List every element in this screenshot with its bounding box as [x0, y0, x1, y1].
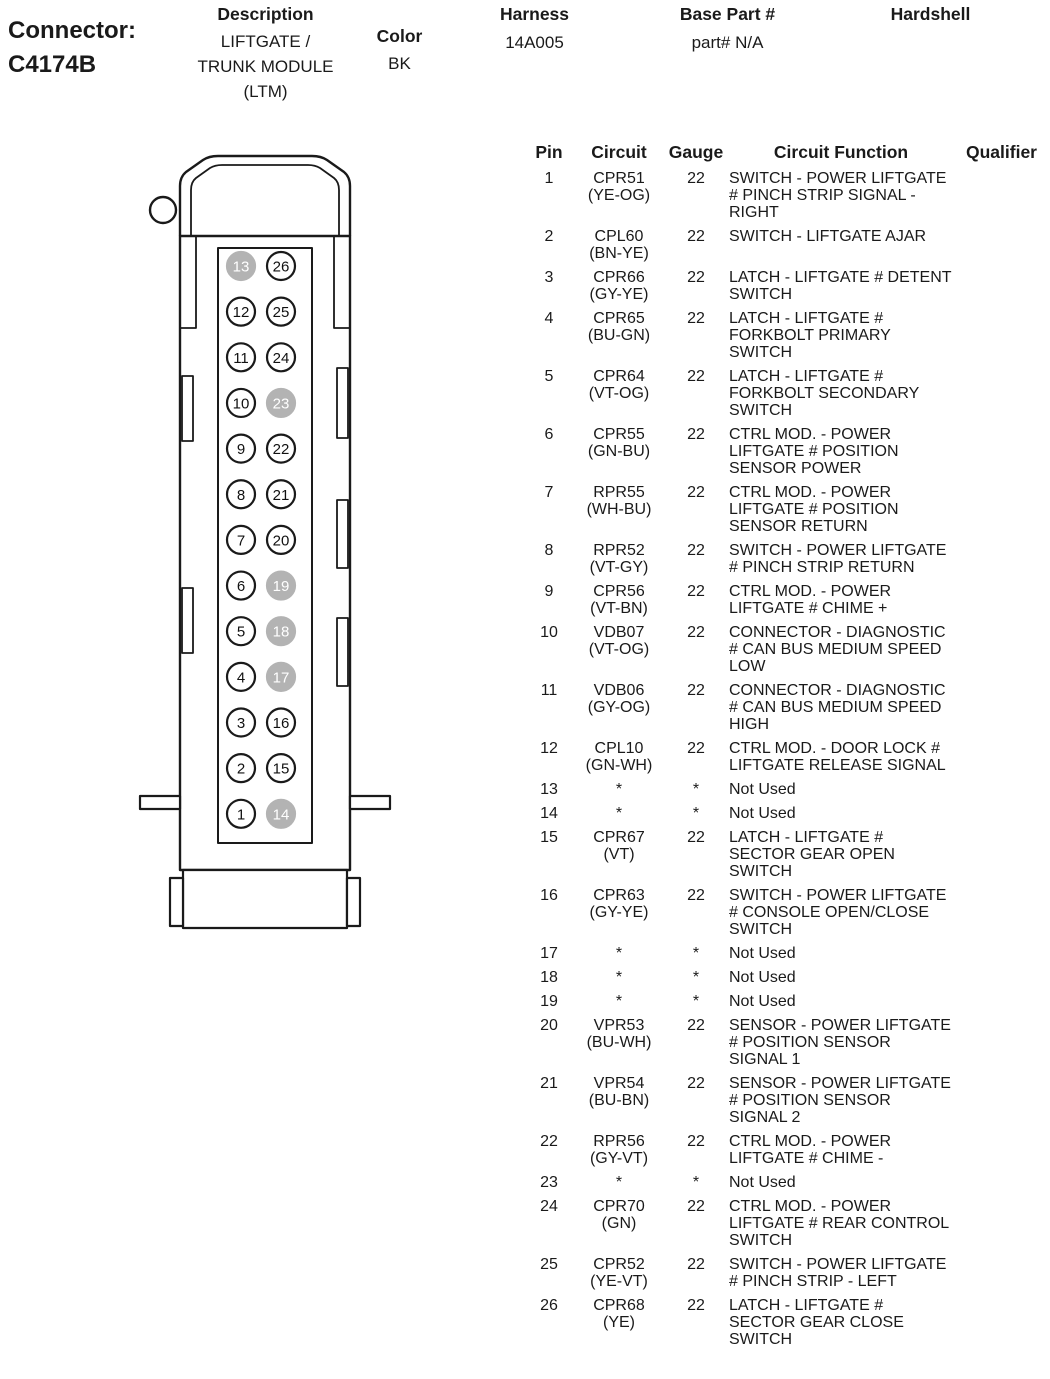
circuit-cell: [575, 1129, 663, 1170]
connector-diagram: [135, 148, 395, 938]
color-label: Color: [376, 26, 423, 46]
base-part-block: [645, 4, 810, 53]
gauge-cell: 22: [687, 484, 705, 501]
gauge-cell: *: [692, 805, 700, 822]
pin-cavity-number: 25: [272, 304, 290, 322]
pin-cavity-number: 6: [236, 578, 246, 596]
pinout-table: [523, 144, 1050, 1351]
qualifier-cell: [953, 801, 1050, 825]
circuit-code: CPR67: [593, 829, 645, 846]
table-row: [523, 306, 1050, 364]
circuit-function-cell: SENSOR - POWER LIFTGATE # POSITION SENSOR SIGNAL 1: [729, 1017, 951, 1068]
qualifier-cell: [953, 224, 1050, 265]
pin-cavity-number: 17: [272, 669, 290, 687]
circuit-color-code: (BN-YE): [589, 245, 649, 262]
col-header-circuit: Circuit: [591, 142, 647, 162]
table-row: [523, 825, 1050, 883]
pin-cavity-number: 4: [236, 669, 246, 687]
description-line: (LTM): [243, 82, 288, 101]
table-row: [523, 620, 1050, 678]
pin-cavity-number: 18: [272, 623, 290, 641]
circuit-code: CPR56: [593, 583, 645, 600]
gauge-cell: 22: [687, 887, 705, 904]
gauge-cell: 22: [687, 368, 705, 385]
circuit-cell: [575, 224, 663, 265]
pin-number-cell: 9: [544, 583, 554, 600]
circuit-function-cell: SENSOR - POWER LIFTGATE # POSITION SENSOR SIGNAL 2: [729, 1075, 951, 1126]
table-row: [523, 538, 1050, 579]
pin-cavity-number: 1: [236, 806, 246, 824]
gauge-cell: 22: [687, 426, 705, 443]
circuit-code: VDB06: [593, 682, 645, 699]
qualifier-cell: [953, 579, 1050, 620]
color-block: [352, 26, 447, 74]
qualifier-cell: [953, 422, 1050, 480]
table-row: [523, 1071, 1050, 1129]
qualifier-cell: [953, 265, 1050, 306]
description-line: TRUNK MODULE: [197, 57, 334, 76]
circuit-color-code: (BU-GN): [587, 327, 651, 344]
circuit-code: *: [615, 945, 623, 962]
qualifier-cell: [953, 1194, 1050, 1252]
circuit-cell: [575, 579, 663, 620]
col-header-circuit-function: Circuit Function: [773, 142, 909, 162]
qualifier-cell: [953, 1170, 1050, 1194]
pin-cavity-number: 10: [232, 395, 250, 413]
color-value: BK: [388, 54, 411, 73]
circuit-cell: [575, 620, 663, 678]
gauge-cell: 22: [687, 682, 705, 699]
pin-cavity-number: 5: [236, 623, 246, 641]
qualifier-cell: [953, 538, 1050, 579]
description-value: [168, 29, 363, 104]
circuit-function-cell: CTRL MOD. - POWER LIFTGATE # POSITION SENSOR POWER: [729, 426, 899, 477]
circuit-cell: [575, 825, 663, 883]
circuit-color-code: (YE-VT): [590, 1273, 648, 1290]
pin-cavity-number: 22: [272, 441, 290, 459]
pin-number-cell: 16: [540, 887, 558, 904]
table-row: [523, 579, 1050, 620]
circuit-function-cell: Not Used: [729, 969, 796, 986]
pin-number-cell: 18: [540, 969, 558, 986]
table-row: [523, 1170, 1050, 1194]
table-row: [523, 224, 1050, 265]
circuit-cell: [575, 941, 663, 965]
qualifier-cell: [953, 620, 1050, 678]
circuit-cell: [575, 1071, 663, 1129]
gauge-cell: 22: [687, 542, 705, 559]
circuit-color-code: (GN-WH): [585, 757, 653, 774]
circuit-color-code: (YE-OG): [587, 187, 651, 204]
circuit-code: RPR55: [593, 484, 645, 501]
pin-number-cell: 5: [544, 368, 554, 385]
qualifier-cell: [953, 480, 1050, 538]
circuit-function-cell: Not Used: [729, 1174, 796, 1191]
hardshell-block: [868, 4, 993, 25]
circuit-function-cell: SWITCH - POWER LIFTGATE # PINCH STRIP - LEFT: [729, 1256, 947, 1290]
circuit-function-cell: SWITCH - POWER LIFTGATE # PINCH STRIP SIGNAL - RIGHT: [729, 170, 947, 221]
pin-cavity-number: 14: [272, 806, 290, 824]
pin-cavity-number: 8: [236, 486, 246, 504]
table-row: [523, 265, 1050, 306]
connector-label: Connector:: [8, 17, 136, 44]
table-row: [523, 480, 1050, 538]
pin-cavity-number: 24: [272, 349, 290, 367]
pin-number-cell: 22: [540, 1133, 558, 1150]
circuit-cell: [575, 265, 663, 306]
qualifier-cell: [953, 1252, 1050, 1293]
circuit-cell: [575, 1252, 663, 1293]
harness-block: [462, 4, 607, 53]
circuit-code: CPR51: [593, 170, 645, 187]
circuit-code: VDB07: [593, 624, 645, 641]
gauge-cell: *: [692, 993, 700, 1010]
table-row: [523, 777, 1050, 801]
pin-number-cell: 3: [544, 269, 554, 286]
pin-cavity-number: 2: [236, 760, 246, 778]
pin-cavity-number: 9: [236, 441, 246, 459]
qualifier-cell: [953, 965, 1050, 989]
pin-cavity-number: 21: [272, 486, 290, 504]
circuit-cell: [575, 1013, 663, 1071]
gauge-cell: 22: [687, 310, 705, 327]
pin-number-cell: 26: [540, 1297, 558, 1314]
table-header-row: [523, 144, 1050, 166]
pin-cavity-number: 23: [272, 395, 290, 413]
table-row: [523, 801, 1050, 825]
circuit-cell: [575, 306, 663, 364]
circuit-color-code: (VT-GY): [589, 559, 649, 576]
circuit-function-cell: SWITCH - LIFTGATE AJAR: [729, 228, 927, 245]
description-block: [168, 4, 363, 104]
circuit-function-cell: Not Used: [729, 993, 796, 1010]
circuit-function-cell: CONNECTOR - DIAGNOSTIC # CAN BUS MEDIUM SPEED LOW: [729, 624, 946, 675]
pin-cavity-number: 13: [232, 258, 250, 276]
circuit-color-code: (GY-OG): [587, 699, 651, 716]
pin-cavity-number: 3: [236, 715, 246, 732]
pin-cavity-number: 16: [272, 715, 290, 732]
circuit-cell: [575, 678, 663, 736]
circuit-function-cell: SWITCH - POWER LIFTGATE # PINCH STRIP RETURN: [729, 542, 947, 576]
circuit-code: *: [615, 1174, 623, 1191]
circuit-function-cell: LATCH - LIFTGATE # DETENT SWITCH: [729, 269, 952, 303]
qualifier-cell: [953, 941, 1050, 965]
table-row: [523, 736, 1050, 777]
circuit-code: CPR66: [593, 269, 645, 286]
connector-base: [170, 870, 360, 928]
gauge-cell: 22: [687, 829, 705, 846]
circuit-color-code: (GN-BU): [587, 443, 651, 460]
table-row: [523, 1194, 1050, 1252]
description-line: LIFTGATE /: [220, 32, 311, 51]
circuit-cell: [575, 422, 663, 480]
col-header-pin: Pin: [535, 142, 563, 162]
circuit-color-code: (VT-BN): [590, 600, 648, 617]
circuit-color-code: (GY-YE): [589, 904, 649, 921]
gauge-cell: *: [692, 1174, 700, 1191]
circuit-function-cell: CONNECTOR - DIAGNOSTIC # CAN BUS MEDIUM SPEED HIGH: [729, 682, 946, 733]
qualifier-cell: [953, 1013, 1050, 1071]
circuit-function-cell: SWITCH - POWER LIFTGATE # CONSOLE OPEN/CLOSE SWITCH: [729, 887, 947, 938]
pin-number-cell: 12: [540, 740, 558, 757]
qualifier-cell: [953, 364, 1050, 422]
circuit-code: CPR55: [593, 426, 645, 443]
circuit-code: CPR70: [593, 1198, 645, 1215]
pin-cavity-number: 20: [272, 532, 290, 550]
qualifier-cell: [953, 1293, 1050, 1351]
base-part-label: Base Part #: [679, 4, 776, 24]
table-row: [523, 1293, 1050, 1351]
pin-number-cell: 10: [540, 624, 558, 641]
table-row: [523, 1013, 1050, 1071]
circuit-code: *: [615, 805, 623, 822]
connector-ring: [150, 197, 176, 223]
gauge-cell: 22: [687, 1133, 705, 1150]
qualifier-cell: [953, 306, 1050, 364]
gauge-cell: 22: [687, 1017, 705, 1034]
pin-cavity-number: 7: [236, 532, 246, 550]
pin-number-cell: 20: [540, 1017, 558, 1034]
table-row: [523, 941, 1050, 965]
circuit-cell: [575, 166, 663, 224]
gauge-cell: *: [692, 945, 700, 962]
connector-title: [8, 14, 136, 82]
circuit-color-code: (GY-VT): [589, 1150, 649, 1167]
circuit-code: VPR53: [593, 1017, 645, 1034]
gauge-cell: 22: [687, 1198, 705, 1215]
qualifier-cell: [953, 1071, 1050, 1129]
circuit-function-cell: CTRL MOD. - POWER LIFTGATE # REAR CONTROL SWITCH: [729, 1198, 949, 1249]
circuit-color-code: (YE): [603, 1314, 635, 1331]
pin-number-cell: 4: [544, 310, 554, 327]
qualifier-cell: [953, 825, 1050, 883]
pin-number-cell: 11: [540, 682, 558, 699]
circuit-color-code: (VT-OG): [588, 641, 650, 658]
circuit-color-code: (BU-BN): [588, 1092, 650, 1109]
qualifier-cell: [953, 989, 1050, 1013]
qualifier-cell: [953, 777, 1050, 801]
gauge-cell: 22: [687, 583, 705, 600]
circuit-color-code: (BU-WH): [586, 1034, 652, 1051]
gauge-cell: 22: [687, 1297, 705, 1314]
qualifier-cell: [953, 166, 1050, 224]
pin-cavity-number: 26: [272, 258, 290, 276]
circuit-cell: [575, 1293, 663, 1351]
qualifier-cell: [953, 678, 1050, 736]
circuit-function-cell: CTRL MOD. - POWER LIFTGATE # CHIME -: [729, 1133, 892, 1167]
base-part-value: part# N/A: [691, 33, 764, 52]
circuit-function-cell: Not Used: [729, 805, 796, 822]
gauge-cell: 22: [687, 740, 705, 757]
circuit-code: CPR63: [593, 887, 645, 904]
circuit-cell: [575, 480, 663, 538]
table-row: [523, 883, 1050, 941]
gauge-cell: *: [692, 781, 700, 798]
pin-number-cell: 14: [540, 805, 558, 822]
circuit-cell: [575, 883, 663, 941]
table-row: [523, 364, 1050, 422]
gauge-cell: *: [692, 969, 700, 986]
circuit-code: CPR64: [593, 368, 645, 385]
pin-number-cell: 23: [540, 1174, 558, 1191]
circuit-code: RPR52: [593, 542, 645, 559]
pin-number-cell: 1: [544, 170, 554, 187]
circuit-cell: [575, 1194, 663, 1252]
connector-id: C4174B: [8, 51, 97, 78]
circuit-function-cell: CTRL MOD. - POWER LIFTGATE # POSITION SENSOR RETURN: [729, 484, 899, 535]
circuit-function-cell: LATCH - LIFTGATE # SECTOR GEAR CLOSE SWITCH: [729, 1297, 904, 1348]
pin-number-cell: 2: [544, 228, 554, 245]
gauge-cell: 22: [687, 170, 705, 187]
gauge-cell: 22: [687, 228, 705, 245]
circuit-function-cell: Not Used: [729, 781, 796, 798]
col-header-qualifier: Qualifier: [966, 142, 1037, 162]
pin-number-cell: 24: [540, 1198, 558, 1215]
pin-number-cell: 8: [544, 542, 554, 559]
circuit-function-cell: LATCH - LIFTGATE # FORKBOLT SECONDARY SWITCH: [729, 368, 919, 419]
circuit-cell: [575, 989, 663, 1013]
gauge-cell: 22: [687, 269, 705, 286]
qualifier-cell: [953, 736, 1050, 777]
pin-number-cell: 7: [544, 484, 554, 501]
qualifier-cell: [953, 1129, 1050, 1170]
table-row: [523, 989, 1050, 1013]
circuit-color-code: (GY-YE): [589, 286, 649, 303]
qualifier-cell: [953, 883, 1050, 941]
harness-label: Harness: [499, 4, 570, 24]
circuit-function-cell: LATCH - LIFTGATE # SECTOR GEAR OPEN SWITCH: [729, 829, 895, 880]
pin-cavity-number: 12: [232, 304, 250, 322]
pin-cavity-number: 19: [272, 578, 290, 596]
pin-number-cell: 21: [540, 1075, 558, 1092]
circuit-cell: [575, 777, 663, 801]
gauge-cell: 22: [687, 1256, 705, 1273]
gauge-cell: 22: [687, 624, 705, 641]
col-header-gauge: Gauge: [668, 142, 724, 162]
table-row: [523, 678, 1050, 736]
circuit-color-code: (GN): [601, 1215, 637, 1232]
harness-value: 14A005: [505, 33, 564, 52]
table-row: [523, 965, 1050, 989]
circuit-cell: [575, 538, 663, 579]
gauge-cell: 22: [687, 1075, 705, 1092]
pin-number-cell: 15: [540, 829, 558, 846]
circuit-function-cell: CTRL MOD. - DOOR LOCK # LIFTGATE RELEASE SIGNAL: [729, 740, 946, 774]
description-label: Description: [217, 4, 314, 24]
circuit-color-code: (VT-OG): [588, 385, 650, 402]
circuit-code: *: [615, 993, 623, 1010]
circuit-code: CPL60: [594, 228, 644, 245]
pin-number-cell: 13: [540, 781, 558, 798]
circuit-cell: [575, 364, 663, 422]
circuit-code: CPR68: [593, 1297, 645, 1314]
pin-number-cell: 17: [540, 945, 558, 962]
circuit-color-code: (VT): [603, 846, 635, 863]
table-row: [523, 1129, 1050, 1170]
table-row: [523, 166, 1050, 224]
circuit-cell: [575, 736, 663, 777]
circuit-cell: [575, 1170, 663, 1194]
pin-cavity-number: 15: [272, 760, 290, 778]
circuit-code: VPR54: [593, 1075, 645, 1092]
pin-number-cell: 6: [544, 426, 554, 443]
pin-cavity-number: 11: [233, 349, 249, 367]
table-row: [523, 422, 1050, 480]
table-row: [523, 1252, 1050, 1293]
hardshell-label: Hardshell: [890, 4, 971, 24]
pin-number-cell: 25: [540, 1256, 558, 1273]
circuit-code: *: [615, 969, 623, 986]
circuit-function-cell: LATCH - LIFTGATE # FORKBOLT PRIMARY SWITCH: [729, 310, 891, 361]
circuit-cell: [575, 965, 663, 989]
circuit-code: CPL10: [594, 740, 644, 757]
circuit-code: *: [615, 781, 623, 798]
circuit-function-cell: Not Used: [729, 945, 796, 962]
circuit-code: RPR56: [593, 1133, 645, 1150]
circuit-code: CPR65: [593, 310, 645, 327]
circuit-function-cell: CTRL MOD. - POWER LIFTGATE # CHIME +: [729, 583, 892, 617]
circuit-cell: [575, 801, 663, 825]
circuit-color-code: (WH-BU): [586, 501, 652, 518]
pin-number-cell: 19: [540, 993, 558, 1010]
circuit-code: CPR52: [593, 1256, 645, 1273]
connector-nose-outer: [180, 156, 350, 236]
